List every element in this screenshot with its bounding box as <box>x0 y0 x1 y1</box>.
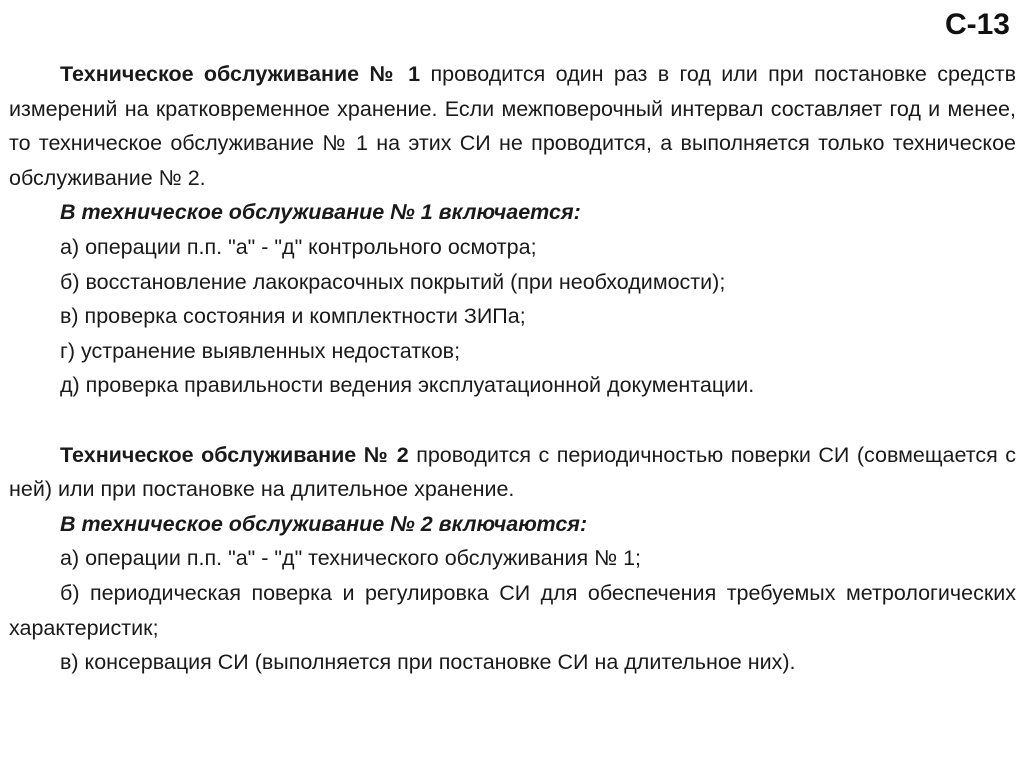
to1-item-e: д) проверка правильности ведения эксплуатационной документации. <box>60 373 755 398</box>
to2-includes-heading: В техническое обслуживание № 2 включаются: <box>60 511 588 536</box>
to1-item-c: в) проверка состояния и комплектности ЗИПа; <box>60 304 526 329</box>
to1-includes-heading: В техническое обслуживание № 1 включается: <box>60 200 581 225</box>
to1-item-d: г) устранение выявленных недостатков; <box>60 338 461 363</box>
to1-item-b: б) восстановление лакокрасочных покрытий (при необходимости); <box>60 269 726 294</box>
to2-item-c: в) консервация СИ (выполняется при постановке СИ на длительное них). <box>60 650 796 675</box>
slide-content <box>9 57 1016 680</box>
section-gap <box>9 403 1016 438</box>
to2-paragraph <box>9 438 1016 507</box>
to1-paragraph <box>9 57 1016 195</box>
to2-text: проводится с периодичностью поверки СИ (совмещается с ней) или при постановке на длительное хранение. <box>9 442 1016 502</box>
to1-title: Техническое обслуживание № 1 <box>60 62 421 86</box>
to1-text: проводится один раз в год или при постановке средств измерений на кратковременное хранение. Если межповерочный интервал составляет год и менее, то техническое обслуживание № 1 на этих СИ не проводится, а выполняется только техническое обслуживание № 2. <box>9 62 1016 190</box>
to1-item-a: а) операции п.п. "а" - "д" контрольного осмотра; <box>60 234 537 259</box>
to2-item-b: б) периодическая поверка и регулировка СИ для обеспечения требуемых метрологических характеристик; <box>9 580 1016 640</box>
slide-code: С-13 <box>944 8 1010 41</box>
to2-item-a: а) операции п.п. "а" - "д" технического обслуживания № 1; <box>60 546 642 571</box>
to2-title: Техническое обслуживание № 2 <box>60 442 409 467</box>
